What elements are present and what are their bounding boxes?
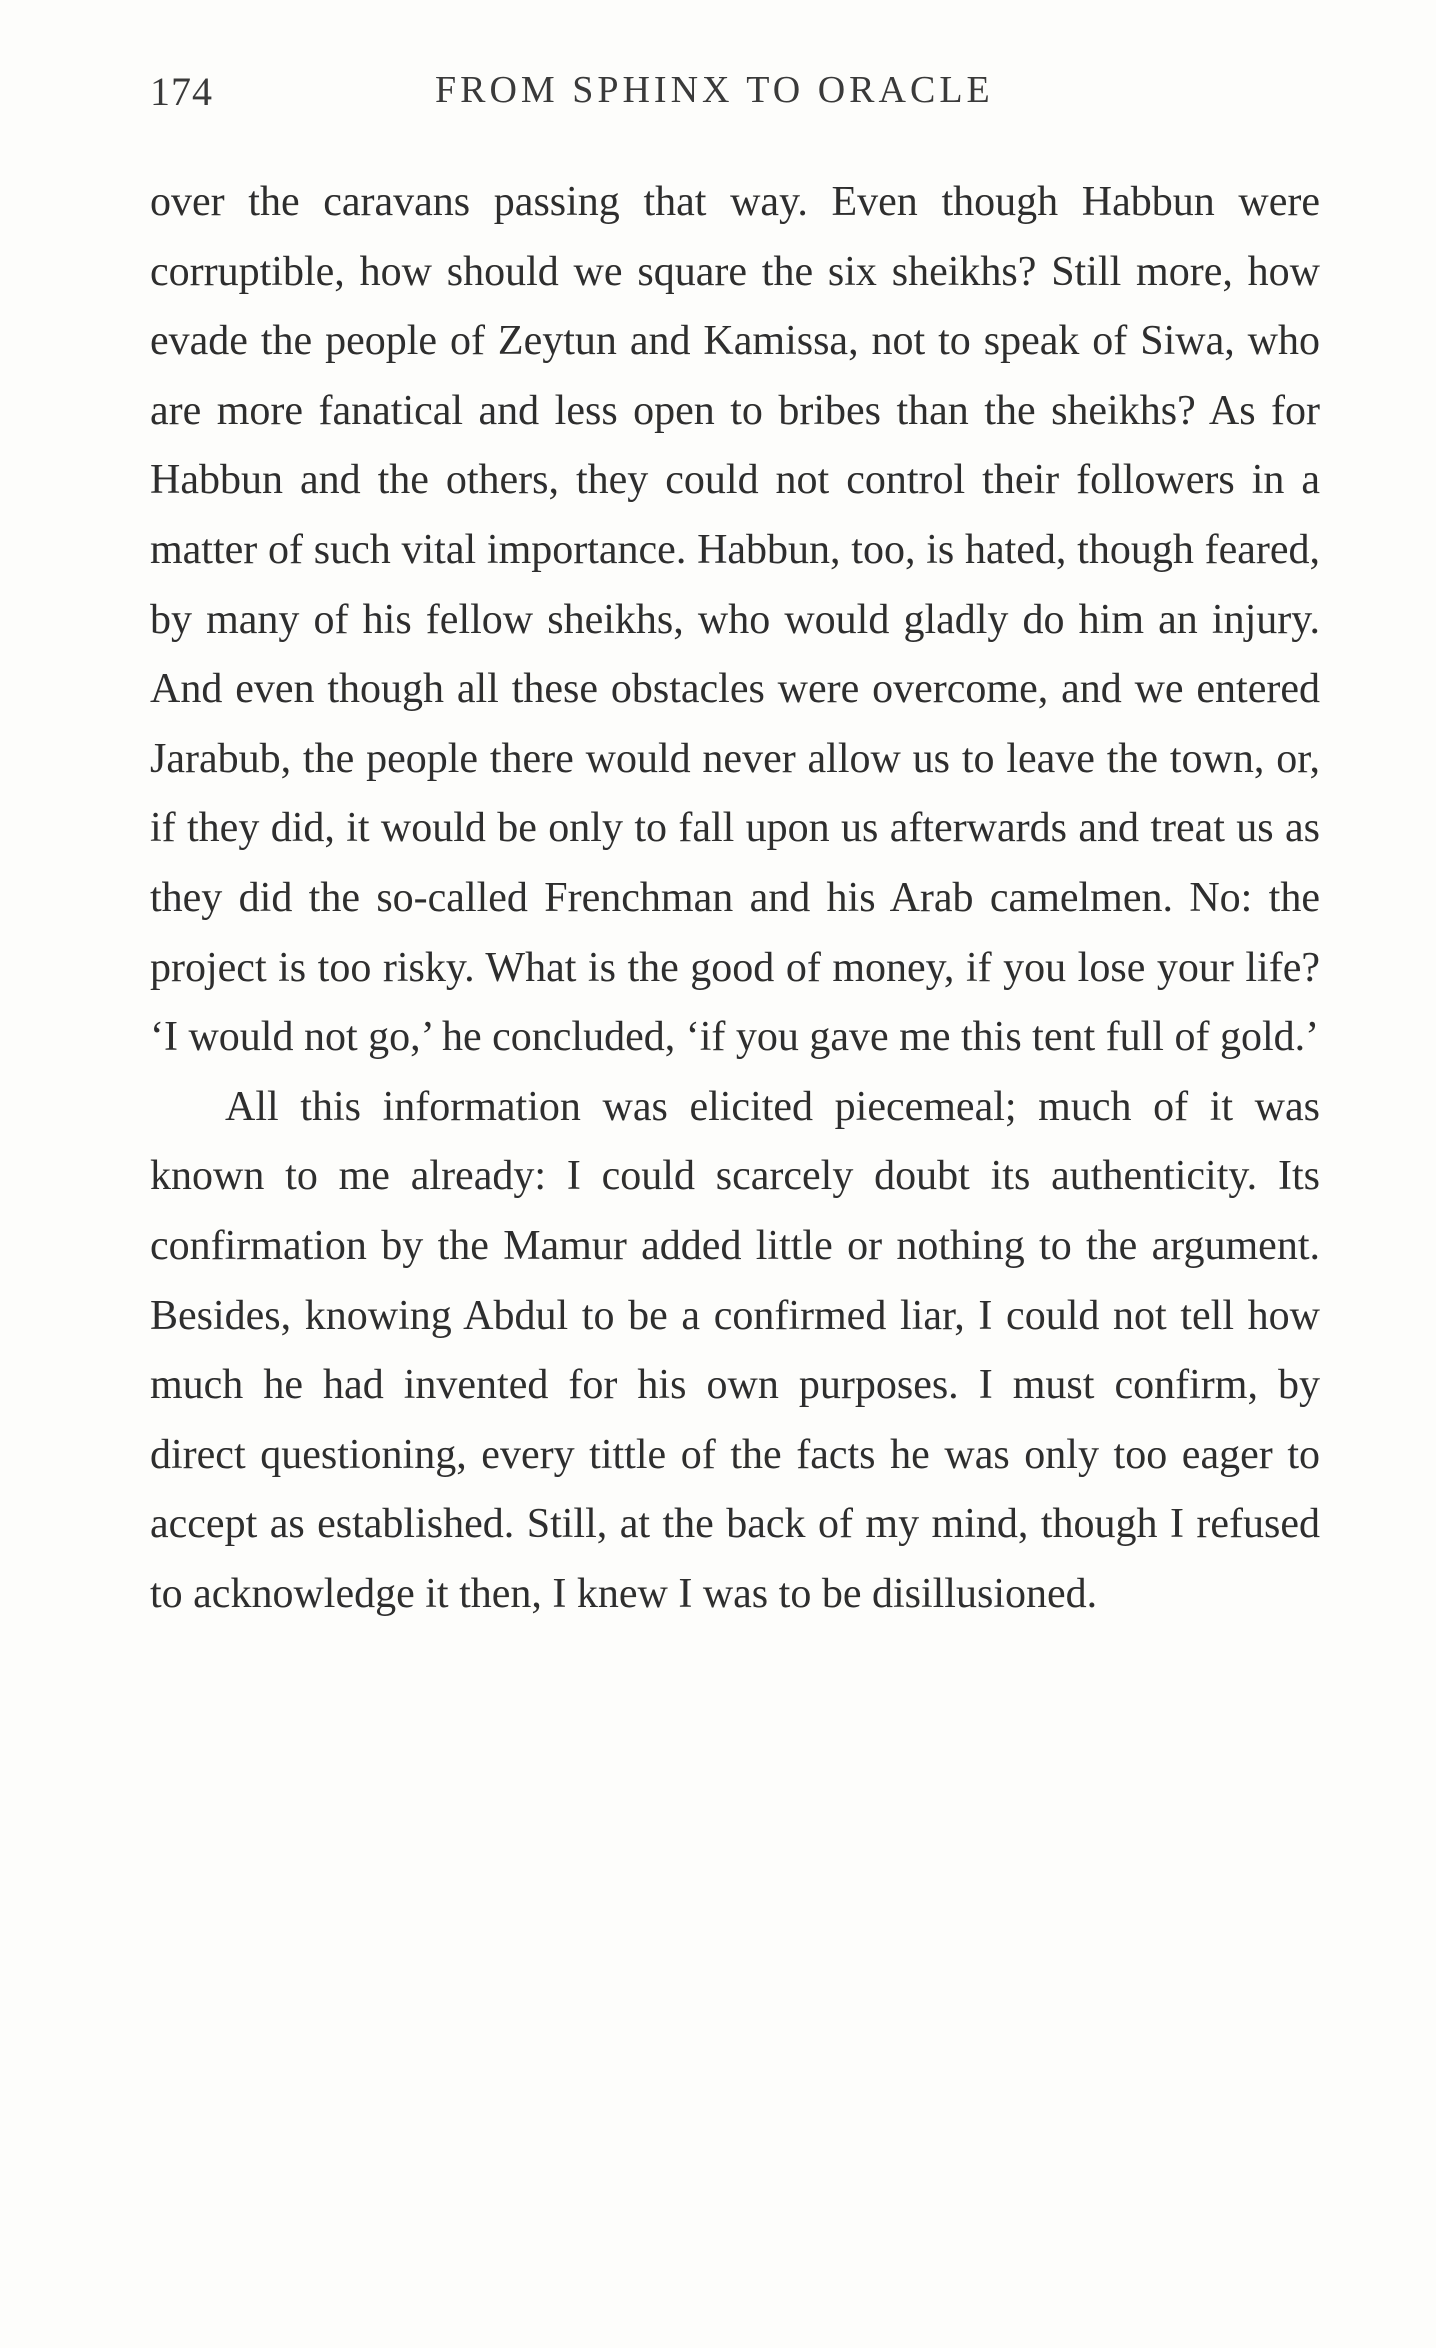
running-head bbox=[150, 68, 1320, 128]
body-text bbox=[150, 168, 1320, 1629]
paragraph-continuation: over the caravans passing that way. Even though Habbun were corruptible, how should we square the six sheikhs? Still more, how evade the people of Zeytun and Kamissa, not to speak of Siwa, who are more fanatical and less open to bribes than the sheikhs? As for Habbun and the others, they could not control their followers in a matter of such vital importance. Habbun, too, is hated, though feared, by many of his fellow sheikhs, who would gladly do him an injury. And even though all these obstacles were overcome, and we entered Jarabub, the people there would never allow us to leave the town, or, if they did, it would be only to fall upon us afterwards and treat us as they did the so-called Frenchman and his Arab camelmen. No: the project is too risky. What is the good of money, if you lose your life? ‘I would not go,’ he concluded, ‘if you gave me this tent full of gold.’ bbox=[150, 179, 1320, 1061]
running-title: FROM SPHINX TO ORACLE bbox=[435, 69, 994, 111]
paragraph: All this information was elicited piecemeal; much of it was known to me already: I could scarcely doubt its authenticity. Its confirmation by the Mamur added little or nothing to the argument. Besides, knowing Abdul to be a confirmed liar, I could not tell how much he had invented for his own purposes. I must confirm, by direct questioning, every tittle of the facts he was only too eager to accept as established. Still, at the back of my mind, though I refused to acknowledge it then, I knew I was to be disillusioned. bbox=[150, 1083, 1320, 1617]
page-number: 174 bbox=[150, 69, 213, 114]
